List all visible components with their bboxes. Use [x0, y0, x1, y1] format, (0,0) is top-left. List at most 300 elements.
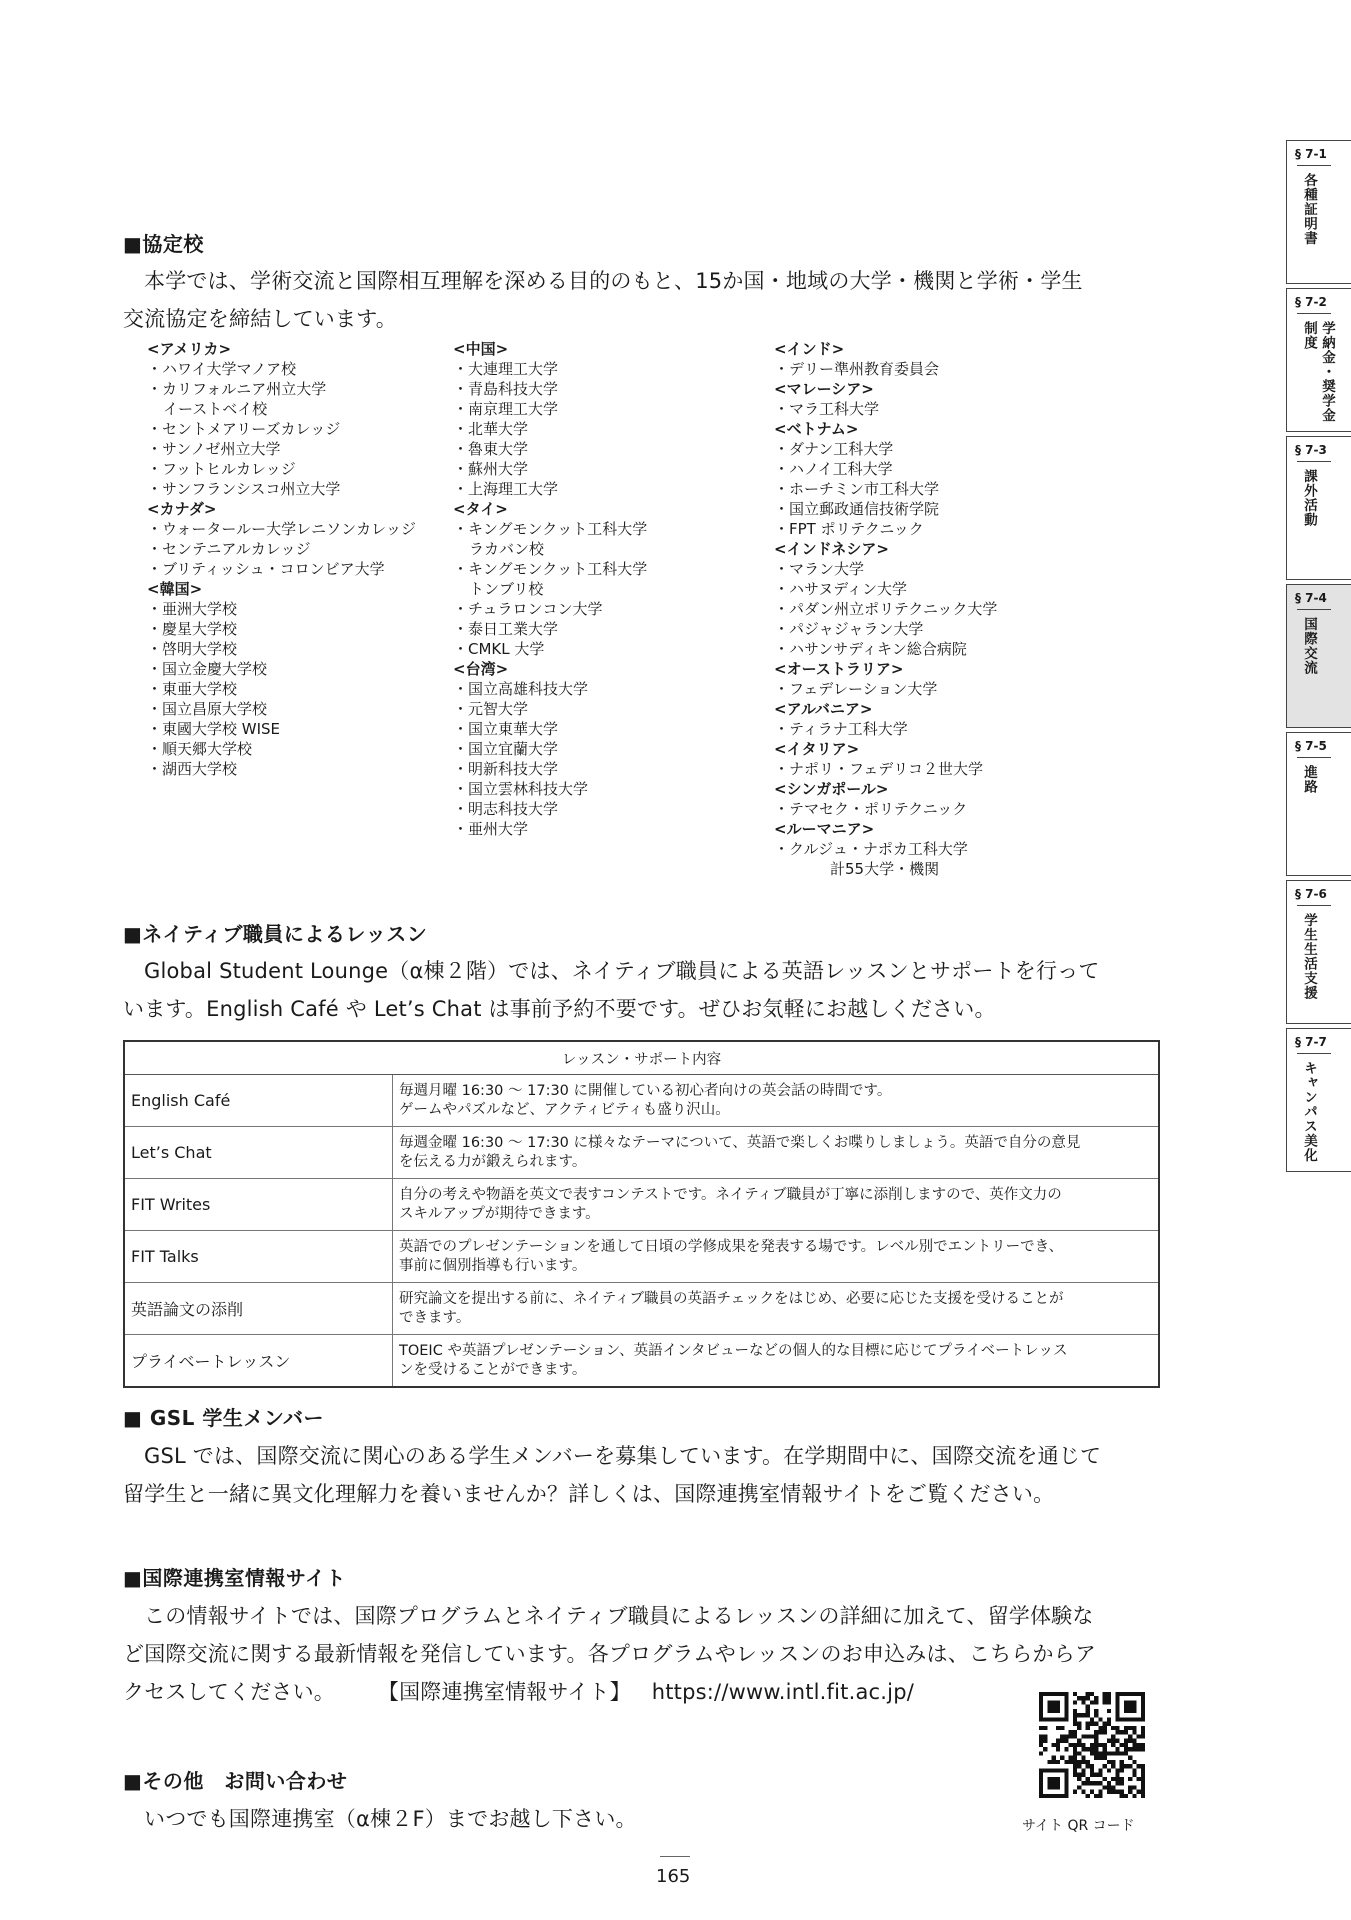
lesson-description — [393, 1231, 1160, 1283]
qr-module — [1056, 1743, 1060, 1747]
table-row — [124, 1283, 1159, 1335]
qr-module — [1073, 1722, 1077, 1726]
qr-module — [1090, 1717, 1094, 1721]
partner-university: ・順天郷大学校 — [147, 740, 253, 758]
table-row — [124, 1127, 1159, 1179]
qr-module — [1111, 1739, 1115, 1743]
qr-module — [1090, 1790, 1094, 1794]
qr-module — [1056, 1739, 1060, 1743]
qr-module — [1073, 1743, 1077, 1747]
qr-module — [1128, 1764, 1132, 1768]
qr-module — [1115, 1790, 1119, 1794]
lesson-description — [393, 1179, 1160, 1231]
qr-module — [1081, 1700, 1085, 1704]
qr-module — [1073, 1734, 1077, 1738]
partner-university: ・フェデレーション大学 — [774, 680, 938, 698]
partners-heading: ■協定校 — [123, 232, 204, 256]
partner-university: ・キングモンクット工科大学 — [453, 560, 648, 578]
partner-university: ・国立雲林科技大学 — [453, 780, 589, 798]
partner-column-2 — [429, 339, 749, 839]
country-label: <アルバニア> — [774, 700, 873, 718]
qr-module — [1124, 1747, 1128, 1751]
qr-module — [1103, 1764, 1107, 1768]
country-label: <マレーシア> — [774, 380, 874, 398]
tab-section-number: § 7-1 — [1295, 147, 1327, 161]
partner-university: ・ナポリ・フェデリコ２世大学 — [774, 760, 983, 778]
tab-section-number: § 7-5 — [1295, 739, 1327, 753]
country-label: <インドネシア> — [774, 540, 889, 558]
partner-university: ・チュラロンコン大学 — [453, 600, 603, 618]
lesson-description — [393, 1283, 1160, 1335]
qr-module — [1107, 1696, 1111, 1700]
country-label: <中国> — [453, 340, 509, 358]
qr-module — [1115, 1781, 1119, 1785]
tab-divider — [1297, 1053, 1331, 1054]
qr-module — [1132, 1739, 1136, 1743]
qr-module — [1069, 1743, 1073, 1747]
qr-module — [1077, 1760, 1081, 1764]
qr-module — [1132, 1747, 1136, 1751]
site-link-label: 【国際連携室情報サイト】 — [377, 1680, 631, 1704]
tab-section-6[interactable] — [1286, 880, 1351, 1024]
qr-module — [1052, 1756, 1056, 1760]
table-row — [124, 1075, 1159, 1127]
table-row — [124, 1231, 1159, 1283]
qr-module — [1111, 1734, 1115, 1738]
qr-module — [1090, 1751, 1094, 1755]
lesson-description-line: TOEIC や英語プレゼンテーション、英語インタビューなどの個人的な目標に応じてプライベートレッス — [399, 1342, 1068, 1359]
qr-module — [1103, 1692, 1107, 1696]
country-label: <シンガポール> — [774, 780, 889, 798]
qr-module — [1056, 1760, 1060, 1764]
qr-module — [1069, 1734, 1073, 1738]
qr-module — [1098, 1794, 1102, 1798]
country-label: <アメリカ> — [147, 340, 232, 358]
lesson-description-line: を伝える力が鍛えられます。 — [399, 1153, 587, 1170]
qr-module — [1090, 1734, 1094, 1738]
qr-module — [1111, 1785, 1115, 1789]
qr-module — [1081, 1768, 1085, 1772]
qr-module — [1090, 1722, 1094, 1726]
partner-university: ・亜州大学 — [453, 820, 529, 838]
qr-module — [1107, 1692, 1111, 1696]
qr-module — [1141, 1726, 1145, 1730]
qr-module — [1039, 1751, 1043, 1755]
qr-module — [1098, 1781, 1102, 1785]
tab-section-4[interactable] — [1286, 584, 1351, 728]
qr-module — [1128, 1790, 1132, 1794]
qr-module — [1115, 1730, 1119, 1734]
page-number-rule — [660, 1856, 690, 1857]
tab-section-number: § 7-6 — [1295, 887, 1327, 901]
qr-module — [1073, 1713, 1077, 1717]
qr-module — [1081, 1747, 1085, 1751]
qr-module — [1081, 1781, 1085, 1785]
native-intro: Global Student Lounge（α棟２階）では、ネイティブ職員による英語レッスンとサポートを行って います。English Café や Let’s Chat は事前予約不要です。ぜひお気軽にお越しください。 — [123, 959, 1100, 1021]
country-label: <台湾> — [453, 660, 509, 678]
site-url-link[interactable]: https://www.intl.fit.ac.jp/ — [651, 1680, 915, 1704]
qr-module — [1073, 1773, 1077, 1777]
lesson-description-line: 毎週金曜 16:30 ～ 17:30 に様々なテーマについて、英語で楽しくお喋りしましょう。英語で自分の意見 — [399, 1134, 1081, 1151]
partner-column-1 — [123, 339, 443, 779]
qr-module — [1103, 1756, 1107, 1760]
tab-label: キャンパス美化 — [1301, 1061, 1317, 1163]
lessons-table-header: レッスン・サポート内容 — [124, 1041, 1159, 1075]
site-heading: ■国際連携室情報サイト — [123, 1566, 346, 1590]
qr-module — [1077, 1722, 1081, 1726]
qr-module — [1103, 1696, 1107, 1700]
partner-university: ・北華大学 — [453, 420, 529, 438]
partner-university: ・明志科技大学 — [453, 800, 559, 818]
qr-module — [1107, 1739, 1111, 1743]
qr-module — [1090, 1768, 1094, 1772]
qr-module — [1073, 1730, 1077, 1734]
qr-module — [1077, 1785, 1081, 1789]
partner-university: ・マラン大学 — [774, 560, 865, 578]
qr-module — [1077, 1751, 1081, 1755]
country-label: <韓国> — [147, 580, 203, 598]
qr-module — [1137, 1790, 1141, 1794]
partner-university: ・ウォータールー大学レニソンカレッジ — [147, 520, 416, 538]
table-row — [124, 1335, 1159, 1388]
qr-module — [1141, 1764, 1145, 1768]
tab-section-5[interactable] — [1286, 732, 1351, 876]
qr-module — [1064, 1747, 1068, 1751]
partner-university: トンブリ校 — [469, 580, 544, 598]
qr-module — [1124, 1764, 1128, 1768]
lesson-name: English Café — [124, 1075, 393, 1127]
qr-module — [1077, 1726, 1081, 1730]
qr-module — [1111, 1726, 1115, 1730]
partner-university: ・ティラナ工科大学 — [774, 720, 908, 738]
qr-module — [1094, 1700, 1098, 1704]
partner-university: ・大連理工大学 — [453, 360, 559, 378]
contact-heading: ■その他 お問い合わせ — [123, 1769, 348, 1793]
qr-module — [1111, 1764, 1115, 1768]
qr-module — [1086, 1760, 1090, 1764]
qr-module — [1094, 1751, 1098, 1755]
qr-module — [1043, 1747, 1047, 1751]
tab-divider — [1297, 461, 1331, 462]
qr-module — [1141, 1777, 1145, 1781]
qr-module — [1069, 1760, 1073, 1764]
qr-module — [1094, 1709, 1098, 1713]
tab-section-3[interactable] — [1286, 436, 1351, 580]
gsl-heading: ■ GSL 学生メンバー — [123, 1406, 324, 1430]
qr-module — [1039, 1734, 1043, 1738]
partner-university: ・国立高雄科技大学 — [453, 680, 589, 698]
partner-university: ・ハサヌディン大学 — [774, 580, 908, 598]
partner-university: ・パダン州立ポリテクニック大学 — [774, 600, 998, 618]
partner-university: ・フットヒルカレッジ — [147, 460, 296, 478]
qr-module — [1128, 1734, 1132, 1738]
lesson-name: 英語論文の添削 — [124, 1283, 393, 1335]
lesson-description — [393, 1335, 1160, 1388]
qr-module — [1128, 1739, 1132, 1743]
qr-module — [1077, 1743, 1081, 1747]
qr-module — [1120, 1768, 1124, 1772]
qr-module — [1103, 1785, 1107, 1789]
qr-module — [1047, 1760, 1051, 1764]
partner-university: イーストベイ校 — [163, 400, 268, 418]
qr-module — [1056, 1726, 1060, 1730]
qr-module — [1141, 1794, 1145, 1798]
tab-section-2[interactable] — [1286, 288, 1351, 432]
qr-module — [1039, 1739, 1043, 1743]
qr-module — [1081, 1760, 1085, 1764]
qr-module — [1115, 1726, 1119, 1730]
tab-label: 課外活動 — [1301, 469, 1317, 527]
qr-module — [1137, 1747, 1141, 1751]
qr-module — [1132, 1768, 1136, 1772]
partner-university: ・CMKL 大学 — [453, 640, 545, 658]
qr-module — [1043, 1726, 1047, 1730]
qr-module — [1073, 1709, 1077, 1713]
partner-university: ・セントメアリーズカレッジ — [147, 420, 341, 438]
lesson-description — [393, 1127, 1160, 1179]
lessons-table — [123, 1040, 1160, 1388]
qr-module — [1064, 1739, 1068, 1743]
qr-module — [1090, 1747, 1094, 1751]
partner-university: ・南京理工大学 — [453, 400, 559, 418]
qr-module — [1039, 1726, 1043, 1730]
qr-module — [1103, 1751, 1107, 1755]
qr-module — [1132, 1785, 1136, 1789]
lesson-name: Let’s Chat — [124, 1127, 393, 1179]
partner-university: ・パジャジャラン大学 — [774, 620, 924, 638]
tab-divider — [1297, 757, 1331, 758]
qr-module — [1064, 1734, 1068, 1738]
contact-text: いつでも国際連携室（α棟２F）までお越し下さい。 — [144, 1807, 637, 1831]
qr-module — [1141, 1768, 1145, 1772]
qr-module — [1115, 1773, 1119, 1777]
qr-module — [1141, 1790, 1145, 1794]
qr-module — [1141, 1747, 1145, 1751]
partner-university: ・亜洲大学校 — [147, 600, 238, 618]
qr-module — [1086, 1734, 1090, 1738]
qr-module — [1090, 1773, 1094, 1777]
qr-module — [1098, 1726, 1102, 1730]
qr-module — [1094, 1756, 1098, 1760]
qr-module — [1132, 1773, 1136, 1777]
qr-module — [1060, 1726, 1064, 1730]
qr-module — [1120, 1777, 1124, 1781]
qr-module — [1111, 1777, 1115, 1781]
qr-module — [1120, 1751, 1124, 1755]
qr-module — [1073, 1760, 1077, 1764]
qr-module — [1115, 1739, 1119, 1743]
country-label: <タイ> — [453, 500, 508, 518]
partner-university: ・カリフォルニア州立大学 — [147, 380, 327, 398]
qr-module — [1098, 1790, 1102, 1794]
qr-module — [1103, 1747, 1107, 1751]
tab-divider — [1297, 165, 1331, 166]
qr-caption: サイト QR コード — [1022, 1818, 1135, 1834]
qr-module — [1094, 1743, 1098, 1747]
partner-university: ・サンノゼ州立大学 — [147, 440, 281, 458]
qr-module — [1103, 1722, 1107, 1726]
qr-module — [1073, 1747, 1077, 1751]
qr-module — [1124, 1743, 1128, 1747]
section-tabs — [1286, 140, 1351, 1176]
qr-module — [1094, 1794, 1098, 1798]
qr-module — [1098, 1768, 1102, 1772]
country-label: <イタリア> — [774, 740, 860, 758]
partner-university: ・デリー準州教育委員会 — [774, 360, 940, 378]
lesson-name: FIT Writes — [124, 1179, 393, 1231]
lesson-name: プライベートレッスン — [124, 1335, 393, 1388]
qr-module — [1132, 1726, 1136, 1730]
qr-module — [1115, 1777, 1119, 1781]
tab-section-number: § 7-2 — [1295, 295, 1327, 309]
lesson-description-line: スキルアップが期待できます。 — [399, 1205, 600, 1222]
qr-module — [1056, 1747, 1060, 1751]
tab-divider — [1297, 313, 1331, 314]
tab-divider — [1297, 609, 1331, 610]
partner-university: ・キングモンクット工科大学 — [453, 520, 648, 538]
qr-module — [1086, 1747, 1090, 1751]
qr-module — [1115, 1751, 1119, 1755]
tab-label: 国際交流 — [1301, 617, 1317, 675]
qr-module — [1090, 1781, 1094, 1785]
qr-module — [1077, 1713, 1081, 1717]
partner-university: ・ハサンサディキン総合病院 — [774, 640, 967, 658]
partner-university: ・上海理工大学 — [453, 480, 559, 498]
page-number: 165 — [656, 1866, 691, 1887]
qr-module — [1094, 1734, 1098, 1738]
qr-module — [1107, 1717, 1111, 1721]
qr-module — [1120, 1743, 1124, 1747]
qr-module — [1098, 1717, 1102, 1721]
qr-module — [1039, 1743, 1043, 1747]
qr-module — [1073, 1768, 1077, 1772]
qr-module — [1094, 1773, 1098, 1777]
partner-university: ・啓明大学校 — [147, 640, 238, 658]
lesson-description-line: 英語でのプレゼンテーションを通して日頃の学修成果を発表する場です。レベル別でエントリーでき、 — [399, 1238, 1064, 1255]
qr-module — [1077, 1777, 1081, 1781]
qr-module — [1043, 1739, 1047, 1743]
lesson-name: FIT Talks — [124, 1231, 393, 1283]
qr-module — [1090, 1743, 1094, 1747]
qr-module — [1128, 1785, 1132, 1789]
qr-module — [1081, 1743, 1085, 1747]
qr-module — [1103, 1777, 1107, 1781]
lesson-description-line: ゲームやパズルなど、アクティビティも盛り沢山。 — [399, 1101, 730, 1118]
qr-module — [1094, 1730, 1098, 1734]
qr-module — [1073, 1692, 1077, 1696]
partner-university: ・国立昌原大学校 — [147, 700, 268, 718]
qr-module — [1086, 1713, 1090, 1717]
qr-module — [1124, 1726, 1128, 1730]
qr-module — [1107, 1751, 1111, 1755]
qr-module — [1107, 1790, 1111, 1794]
partner-university: ・国立郵政通信技術学院 — [774, 500, 940, 518]
partner-total: 計55大学・機関 — [830, 860, 940, 878]
qr-module — [1128, 1726, 1132, 1730]
qr-module — [1069, 1756, 1073, 1760]
qr-module — [1137, 1777, 1141, 1781]
qr-module — [1098, 1756, 1102, 1760]
qr-module — [1124, 1739, 1128, 1743]
qr-module — [1098, 1751, 1102, 1755]
qr-module — [1124, 1794, 1128, 1798]
partner-university: ・ホーチミン市工科大学 — [774, 480, 940, 498]
qr-module — [1073, 1717, 1077, 1721]
partner-university: ・センテニアルカレッジ — [147, 540, 311, 558]
site-intro: この情報サイトでは、国際プログラムとネイティブ職員によるレッスンの詳細に加えて、留学体験な ど国際交流に関する最新情報を発信しています。各プログラムやレッスンのお申込みは、こちらからア クセスしてください。 【国際連携室情報サイト】 https://www.intl.fit.ac.jp/ — [123, 1604, 1097, 1704]
tab-section-number: § 7-3 — [1295, 443, 1327, 457]
partner-university: ・ハワイ大学マノア校 — [147, 360, 297, 378]
qr-module — [1107, 1768, 1111, 1772]
lesson-description-line: できます。 — [399, 1309, 471, 1326]
qr-module — [1073, 1751, 1077, 1755]
qr-module — [1103, 1726, 1107, 1730]
qr-module — [1090, 1700, 1094, 1704]
qr-module — [1047, 1777, 1060, 1790]
gsl-intro: GSL では、国際交流に関心のある学生メンバーを募集しています。在学期間中に、国際交流を通じて 留学生と一緒に異文化理解力を養いませんか？詳しくは、国際連携室情報サイトをご覧ください。 — [123, 1444, 1102, 1506]
lesson-description-line: 研究論文を提出する前に、ネイティブ職員の英語チェックをはじめ、必要に応じた支援を受けることが — [399, 1290, 1064, 1307]
qr-module — [1098, 1773, 1102, 1777]
partner-university: ・テマセク・ポリテクニック — [774, 800, 968, 818]
partner-university: ・国立宜蘭大学 — [453, 740, 559, 758]
tab-section-7[interactable] — [1286, 1028, 1351, 1172]
partner-university: ・湖西大学校 — [147, 760, 238, 778]
country-label: <ベトナム> — [774, 420, 859, 438]
partners-intro: 本学では、学術交流と国際相互理解を深める目的のもと、15か国・地域の大学・機関と学術・学生 交流協定を締結しています。 — [123, 269, 1083, 331]
partner-university: ・慶星大学校 — [147, 620, 238, 638]
partner-university: ・ブリティッシュ・コロンビア大学 — [147, 560, 385, 578]
tab-label: 進路 — [1301, 765, 1317, 794]
qr-module — [1141, 1730, 1145, 1734]
qr-module — [1137, 1764, 1141, 1768]
qr-module — [1086, 1696, 1090, 1700]
qr-module — [1137, 1743, 1141, 1747]
qr-module — [1120, 1781, 1124, 1785]
qr-module — [1120, 1790, 1124, 1794]
qr-module — [1098, 1743, 1102, 1747]
partner-university: ・東亜大学校 — [147, 680, 238, 698]
country-label: <インド> — [774, 340, 845, 358]
qr-module — [1107, 1709, 1111, 1713]
tab-section-1[interactable] — [1286, 140, 1351, 284]
lesson-description-line: 自分の考えや物語を英文で表すコンテストです。ネイティブ職員が丁寧に添削しますので、英作文力の — [399, 1186, 1062, 1203]
qr-module — [1060, 1756, 1064, 1760]
qr-module — [1060, 1739, 1064, 1743]
qr-module — [1077, 1773, 1081, 1777]
lesson-description-line: 毎週月曜 16:30 ～ 17:30 に開催している初心者向けの英会話の時間です。 — [399, 1082, 892, 1099]
qr-module — [1120, 1764, 1124, 1768]
tab-divider — [1297, 905, 1331, 906]
partner-university: ・国立東華大学 — [453, 720, 559, 738]
qr-module — [1107, 1781, 1111, 1785]
country-label: <カナダ> — [147, 500, 217, 518]
qr-module — [1081, 1696, 1085, 1700]
qr-module — [1064, 1760, 1068, 1764]
qr-module — [1111, 1790, 1115, 1794]
qr-module — [1052, 1760, 1056, 1764]
qr-module — [1124, 1751, 1128, 1755]
qr-module — [1086, 1709, 1090, 1713]
qr-code-icon[interactable] — [1039, 1692, 1145, 1798]
country-label: <ルーマニア> — [774, 820, 875, 838]
native-heading: ■ネイティブ職員によるレッスン — [123, 922, 428, 946]
qr-module — [1128, 1777, 1132, 1781]
lesson-description-line: ンを受けることができます。 — [399, 1361, 587, 1378]
qr-module — [1043, 1734, 1047, 1738]
tab-section-number: § 7-7 — [1295, 1035, 1327, 1049]
qr-module — [1090, 1692, 1094, 1696]
qr-module — [1060, 1734, 1064, 1738]
